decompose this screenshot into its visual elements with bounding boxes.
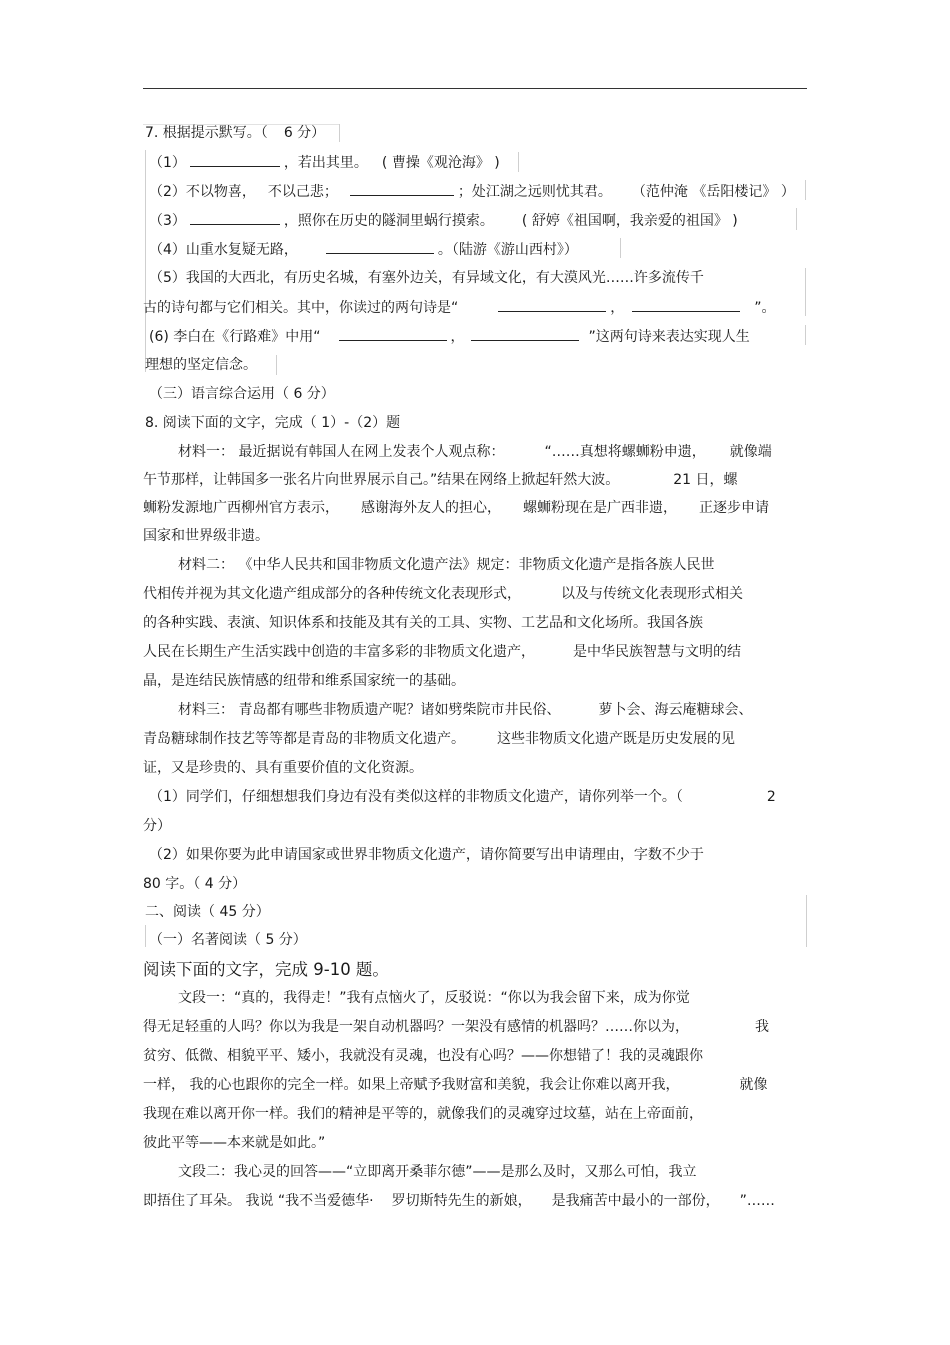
table-border [805,325,806,345]
text: 感谢海外友人的担心， [361,500,501,516]
item-text: （2）不以物喜， [149,184,256,200]
text: 就像端 [729,444,772,460]
text: 材料三： 青岛都有哪些非物质遗产呢？诸如劈柴院市井民俗、 [178,702,561,718]
q7-item-6 [149,327,750,346]
paragraph-line: 彼此平等——本来就是如此。” [143,1135,326,1151]
paragraph-line [143,471,738,489]
table-border [805,268,806,316]
text: 以及与传统文化表现形式相关 [561,586,743,602]
paragraph-line: 晶，是连结民族情感的纽带和维系国家统一的基础。 [143,673,465,689]
item-source: ( 曹操《观沧海》 ) [381,155,500,171]
q7-item-6-line2: 理想的坚定信念。 [145,357,257,373]
item-text: ”这两句诗来表达实现人生 [588,329,750,345]
q7-title-text: 7. 根据提示默写。（ [145,125,268,141]
q7-item-2 [149,182,795,201]
answer-blank[interactable] [350,182,454,196]
text: 是我痛苦中最小的一部份， [551,1193,720,1209]
item-number: （1） [149,155,186,171]
text: 即捂住了耳朵。 我说 “我不当爱德华· [143,1193,374,1209]
table-border [339,124,340,142]
paragraph-line: 证，又是珍贵的、具有重要价值的文化资源。 [143,760,423,776]
paragraph-line: 文段二：我心灵的回答——“立即离开桑菲尔德”——是那么及时，又那么可怕，我立 [178,1164,697,1180]
reading-title: 阅读下面的文字，完成 9-10 题。 [143,960,389,979]
text: 人民在长期生产生活实践中创造的丰富多彩的非物质文化遗产， [143,644,535,660]
item-text: ；处江湖之远则忧其君。 [457,184,612,200]
item-text: 不以己悲； [267,184,338,200]
answer-blank[interactable] [339,327,447,341]
q7-item-1 [149,153,500,172]
item-text: （4）山重水复疑无路， [149,242,298,258]
table-border [276,355,277,375]
q7-item-3 [149,211,738,230]
text: 这些非物质文化遗产既是历史发展的见 [497,731,735,747]
q7-item-5-line1: （5）我国的大西北，有历史名城，有塞外边关，有异域文化，有大漠风光……许多流传千 [149,270,704,286]
item-number: （3） [149,213,186,229]
paragraph-line: 分） [143,818,171,834]
item-text: ， [450,329,465,345]
answer-blank[interactable] [471,327,579,341]
paragraph-line: 80 字。（ 4 分） [143,876,247,892]
answer-blank[interactable] [190,211,280,225]
paragraph-line [178,701,752,719]
q7-item-4 [149,240,578,259]
table-border [145,150,146,372]
part-heading: 二、阅读（ 45 分） [145,904,270,920]
item-text: ，照你在历史的隧洞里蜗行摸索。 [283,213,494,229]
text: 午节那样，让韩国多一张名片向世界展示自己。”结果在网络上掀起轩然大波。 [143,472,620,488]
q8-sub-1 [149,788,776,806]
answer-blank[interactable] [190,153,280,167]
text: 萝卜会、海云庵糖球会、 [598,702,753,718]
answer-blank[interactable] [326,240,434,254]
paragraph-line: 国家和世界级非遗。 [143,528,269,544]
paragraph-line [178,443,772,461]
item-source: ( 舒婷《祖国啊，我亲爱的祖国》 ) [521,213,738,229]
header-rule [143,88,807,89]
q7-item-5-line2 [143,298,776,317]
text: 螺蛳粉现在是广西非遗， [523,500,677,516]
paragraph-line [143,585,743,603]
paragraph-line: 文段一：“真的，我得走！”我有点恼火了，反驳说：“你以为我会留下来，成为你觉 [178,990,690,1006]
answer-blank[interactable] [632,298,740,312]
paragraph-line [143,1018,769,1036]
table-border [145,925,146,947]
text: 罗切斯特先生的新娘， [391,1193,532,1209]
table-border [620,238,621,258]
text: （1）同学们，仔细想想我们身边有没有类似这样的非物质文化遗产，请你列举一个。（ [149,789,683,805]
sub-heading: （一）名著阅读（ 5 分） [149,932,307,948]
item-text: 古的诗句都与它们相关。其中，你读过的两句诗是“ [143,300,459,316]
paragraph-line: 我现在难以离开你一样。我们的精神是平等的，就像我们的灵魂穿过坟墓，站在上帝面前， [143,1106,703,1122]
table-border [796,208,797,230]
paragraph-line [143,1076,767,1094]
text: ”…… [739,1193,775,1209]
section-heading: （三）语言综合运用（ 6 分） [149,386,335,402]
q8-sub-2: （2）如果你要为此申请国家或世界非物质文化遗产，请你简要写出申请理由，字数不少于 [149,847,704,863]
paragraph-line [143,730,735,748]
text: 21 日，螺 [673,472,738,488]
item-source: （范仲淹 《岳阳楼记》 ） [631,184,795,200]
item-text: 。（陆游《游山西村》） [437,242,578,258]
q8-title: 8. 阅读下面的文字，完成（ 1）-（2）题 [145,415,401,431]
text: 正逐步申请 [699,500,769,516]
text: 是中华民族智慧与文明的结 [573,644,741,660]
paragraph-line: 材料二： 《中华人民共和国非物质文化遗产法》规定：非物质文化遗产是指各族人民世 [178,557,715,573]
text: 蛳粉发源地广西柳州官方表示， [143,500,339,516]
text: 一样， 我的心也跟你的完全一样。如果上帝赋予我财富和美貌，我会让你难以离开我， [143,1077,680,1093]
text: 得无足轻重的人吗？你以为我是一架自动机器吗？一架没有感情的机器吗？……你以为， [143,1019,689,1035]
text: 就像 [739,1077,768,1093]
q7-score: 6 分） [283,125,326,141]
paragraph-line: 的各种实践、表演、知识体系和技能及其有关的工具、实物、工艺品和文化场所。我国各族 [143,615,703,631]
text: “……真想将螺蛳粉申遗， [544,444,706,460]
table-border [518,152,519,172]
text: 2 [766,789,776,805]
q7-title [145,124,325,142]
paragraph-line: 贫穷、低微、相貌平平、矮小，我就没有灵魂，也没有心吗？——你想错了！我的灵魂跟你 [143,1048,703,1064]
paragraph-line [143,643,741,661]
table-border [805,180,806,200]
item-text: ”。 [754,300,776,316]
text: 材料一： 最近据说有韩国人在网上发表个人观点称： [178,444,505,460]
paragraph-line [143,499,769,517]
item-text: ，若出其里。 [283,155,368,171]
item-text: ， [610,300,625,316]
table-border [806,895,807,947]
text: 代相传并视为其文化遗产组成部分的各种传统文化表现形式， [143,586,521,602]
text: 我 [755,1019,769,1035]
answer-blank[interactable] [498,298,606,312]
paragraph-line [143,1192,775,1210]
text: 青岛糖球制作技艺等等都是青岛的非物质文化遗产。 [143,731,465,747]
item-text: (6) 李白在《行路难》中用“ [149,329,321,345]
